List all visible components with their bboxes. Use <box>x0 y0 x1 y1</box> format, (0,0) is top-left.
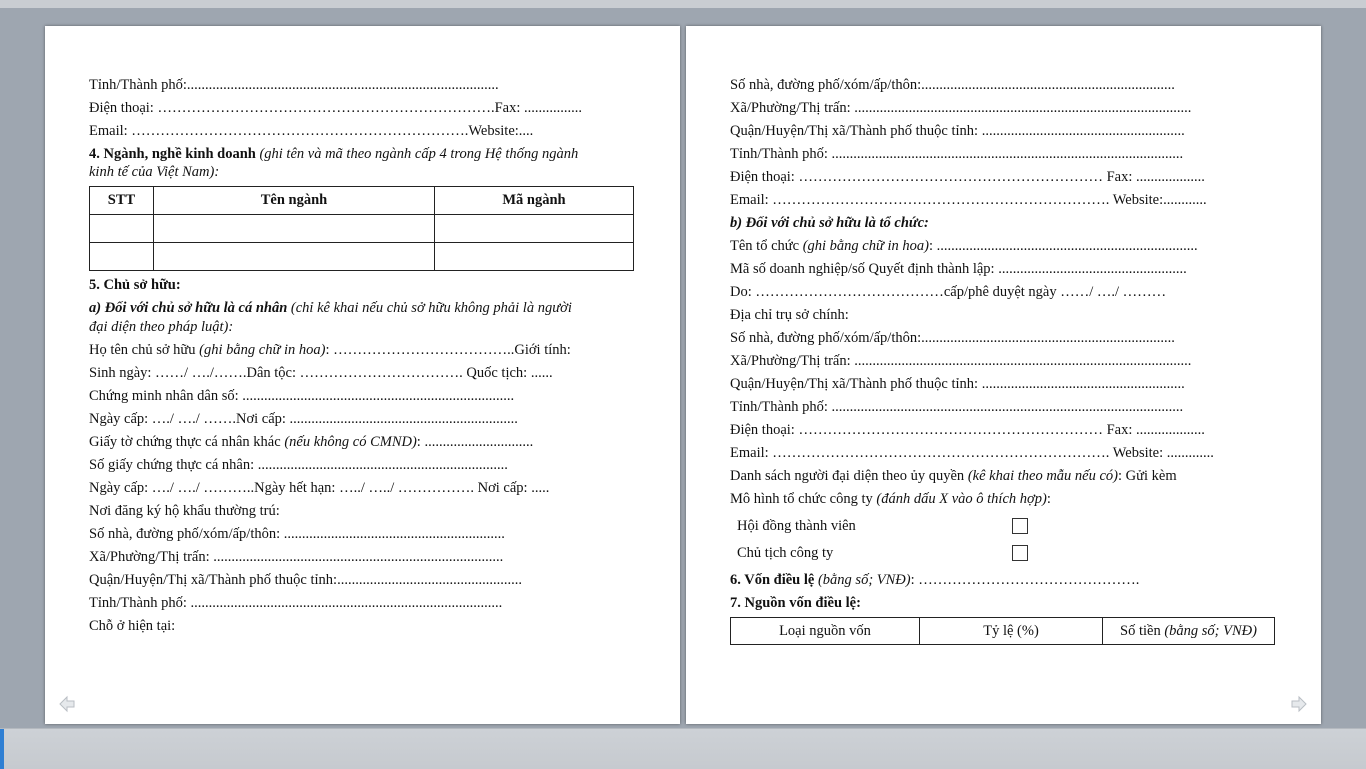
section-5a-note-2: đại diện theo pháp luật): <box>89 319 234 335</box>
table-cell <box>154 243 435 271</box>
label-ten-to-chuc: Tên tổ chức <box>730 238 803 254</box>
label-giay-to: Giấy tờ chứng thực cá nhân khác <box>89 434 285 450</box>
header-so-tien-label: Số tiền <box>1120 622 1165 639</box>
field-tinh: Tỉnh/Thành phố:...................................................................................... <box>89 77 499 93</box>
field-ngay-cap: Ngày cấp: …./ …./ …….Nơi cấp: ............................................................... <box>89 411 518 427</box>
table-row <box>90 215 634 243</box>
table-cell <box>90 243 154 271</box>
note-ten-to-chuc: (ghi bằng chữ in hoa) <box>802 238 929 254</box>
section-5a-title: a) Đối với chủ sở hữu là cá nhân <box>89 300 288 316</box>
document-page-left <box>45 26 680 724</box>
field-ngay-cap-2: Ngày cấp: …./ …./ ………..Ngày hết hạn: …../ …../ ……………. Nơi cấp: ..... <box>89 480 550 496</box>
header-stt: STT <box>90 187 154 215</box>
option-hoi-dong-checkbox[interactable] <box>1012 518 1028 534</box>
field-xa: Xã/Phường/Thị trấn: ............................................................................................. <box>730 100 1192 116</box>
section-4-note: (ghi tên và mã theo ngành cấp 4 trong Hệ thống ngành <box>255 146 579 162</box>
table-cell <box>90 215 154 243</box>
window-edge <box>0 729 4 769</box>
business-lines-table <box>89 186 634 271</box>
value-ten-to-chuc: : ........................................................................ <box>929 238 1198 254</box>
field-danh-sach <box>730 467 1177 485</box>
field-quan: Quận/Huyện/Thị xã/Thành phố thuộc tỉnh: ........................................................ <box>730 123 1185 139</box>
previous-page-arrow-icon[interactable] <box>58 695 76 713</box>
field-ho-khau: Nơi đăng ký hộ khẩu thường trú: <box>89 503 280 519</box>
table-cell <box>435 243 634 271</box>
field-so-giay: Số giấy chứng thực cá nhân: ..................................................................... <box>89 457 508 473</box>
section-4-title: 4. Ngành, nghề kinh doanh <box>89 146 256 162</box>
section-5b-title: b) Đối với chủ sở hữu là tổ chức: <box>730 215 929 231</box>
field-ten-to-chuc <box>730 237 1198 255</box>
field-quan-2: Quận/Huyện/Thị xã/Thành phố thuộc tỉnh: ........................................................ <box>730 376 1185 392</box>
field-dien-thoai-2: Điện thoại: ……………………………………………………… Fax: ................... <box>730 422 1205 438</box>
colon-mo-hinh: : <box>1046 491 1051 507</box>
field-ma-so-dn: Mã số doanh nghiệp/số Quyết định thành lập: .................................................... <box>730 261 1187 277</box>
field-email: Email: …………………………………………………………….Website:.... <box>89 123 534 139</box>
table-cell <box>435 215 634 243</box>
option-hoi-dong-label: Hội đồng thành viên <box>737 518 856 534</box>
section-5a-note: (chỉ kê khai nếu chủ sở hữu không phải là người <box>287 300 572 316</box>
label-danh-sach: Danh sách người đại diện theo ủy quyền <box>730 468 968 484</box>
field-so-nha: Số nhà, đường phố/xóm/ấp/thôn: ............................................................. <box>89 526 505 542</box>
section-6-note: (bằng số; VNĐ) <box>814 572 911 588</box>
field-so-nha-2: Số nhà, đường phố/xóm/ấp/thôn:...................................................................... <box>730 330 1175 346</box>
field-so-nha: Số nhà, đường phố/xóm/ấp/thôn:...................................................................... <box>730 77 1175 93</box>
field-tinh-2: Tỉnh/Thành phố: ................................................................................................. <box>730 399 1184 415</box>
section-5-title: 5. Chủ sở hữu: <box>89 277 181 293</box>
section-6-title: 6. Vốn điều lệ <box>730 572 815 588</box>
document-page-right <box>686 26 1321 724</box>
value-giay-to: : .............................. <box>416 434 534 450</box>
label-ho-ten: Họ tên chủ sở hữu <box>89 342 200 358</box>
option-chu-tich-checkbox[interactable] <box>1012 545 1028 561</box>
table-cell <box>154 215 435 243</box>
field-cho-o: Chỗ ở hiện tại: <box>89 618 176 634</box>
value-danh-sach: : Gửi kèm <box>1118 468 1177 484</box>
option-chu-tich-label: Chủ tịch công ty <box>737 545 834 561</box>
section-6-heading <box>730 571 1139 589</box>
note-ho-ten: (ghi bằng chữ in hoa) <box>199 342 326 358</box>
field-sinh-ngay: Sinh ngày: ……/ …./…….Dân tộc: ……………………………. Quốc tịch: ...... <box>89 365 553 381</box>
next-page-arrow-icon[interactable] <box>1290 695 1308 713</box>
section-4-heading <box>89 145 578 163</box>
field-ho-ten <box>89 341 571 359</box>
field-cmnd: Chứng minh nhân dân số: ........................................................................... <box>89 388 515 404</box>
header-ty-le: Tỷ lệ (%) <box>920 618 1103 645</box>
label-mo-hinh: Mô hình tổ chức công ty <box>730 491 877 507</box>
note-giay-to: (nếu không có CMND) <box>284 434 417 450</box>
section-4-note-2: kinh tế của Việt Nam): <box>89 164 220 180</box>
header-so-tien-note: (bằng số; VNĐ) <box>1164 622 1257 639</box>
field-tinh: Tỉnh/Thành phố: ................................................................................................. <box>730 146 1184 162</box>
field-mo-hinh <box>730 490 1051 508</box>
header-ten-nganh: Tên ngành <box>154 187 435 215</box>
field-dien-thoai: Điện thoại: ……………………………………………………… Fax: ................... <box>730 169 1205 185</box>
header-so-tien <box>1103 618 1275 645</box>
field-email-2: Email: ……………………………………………………………. Website: ............. <box>730 445 1214 461</box>
window-top-band <box>0 0 1366 8</box>
section-6-value: : ………………………………………. <box>910 572 1140 588</box>
note-mo-hinh: (đánh dấu X vào ô thích hợp) <box>876 491 1047 507</box>
field-quan: Quận/Huyện/Thị xã/Thành phố thuộc tỉnh:................................................... <box>89 572 522 588</box>
note-danh-sach: (kê khai theo mẫu nếu có) <box>967 468 1118 484</box>
field-xa-2: Xã/Phường/Thị trấn: ............................................................................................. <box>730 353 1192 369</box>
field-tinh-2: Tỉnh/Thành phố: ...................................................................................... <box>89 595 503 611</box>
header-loai-nguon-von: Loại nguồn vốn <box>731 618 920 645</box>
field-email: Email: ……………………………………………………………. Website:............ <box>730 192 1207 208</box>
field-do-cap: Do: …………………………………cấp/phê duyệt ngày ……/ …./ ……… <box>730 284 1167 300</box>
table-row <box>90 243 634 271</box>
header-ma-nganh: Mã ngành <box>435 187 634 215</box>
status-bar-area <box>0 728 1366 769</box>
capital-source-table <box>730 617 1275 645</box>
section-7-title: 7. Nguồn vốn điều lệ: <box>730 595 861 611</box>
section-5a-heading <box>89 299 572 317</box>
field-giay-to <box>89 433 533 451</box>
field-dia-chi-tru-so: Địa chỉ trụ sở chính: <box>730 307 849 323</box>
field-xa: Xã/Phường/Thị trấn: ................................................................................ <box>89 549 504 565</box>
field-dien-thoai: Điện thoại: …………………………………………………………….Fax: ................ <box>89 100 582 116</box>
value-ho-ten: : ………………………………..Giới tính: <box>325 342 571 358</box>
